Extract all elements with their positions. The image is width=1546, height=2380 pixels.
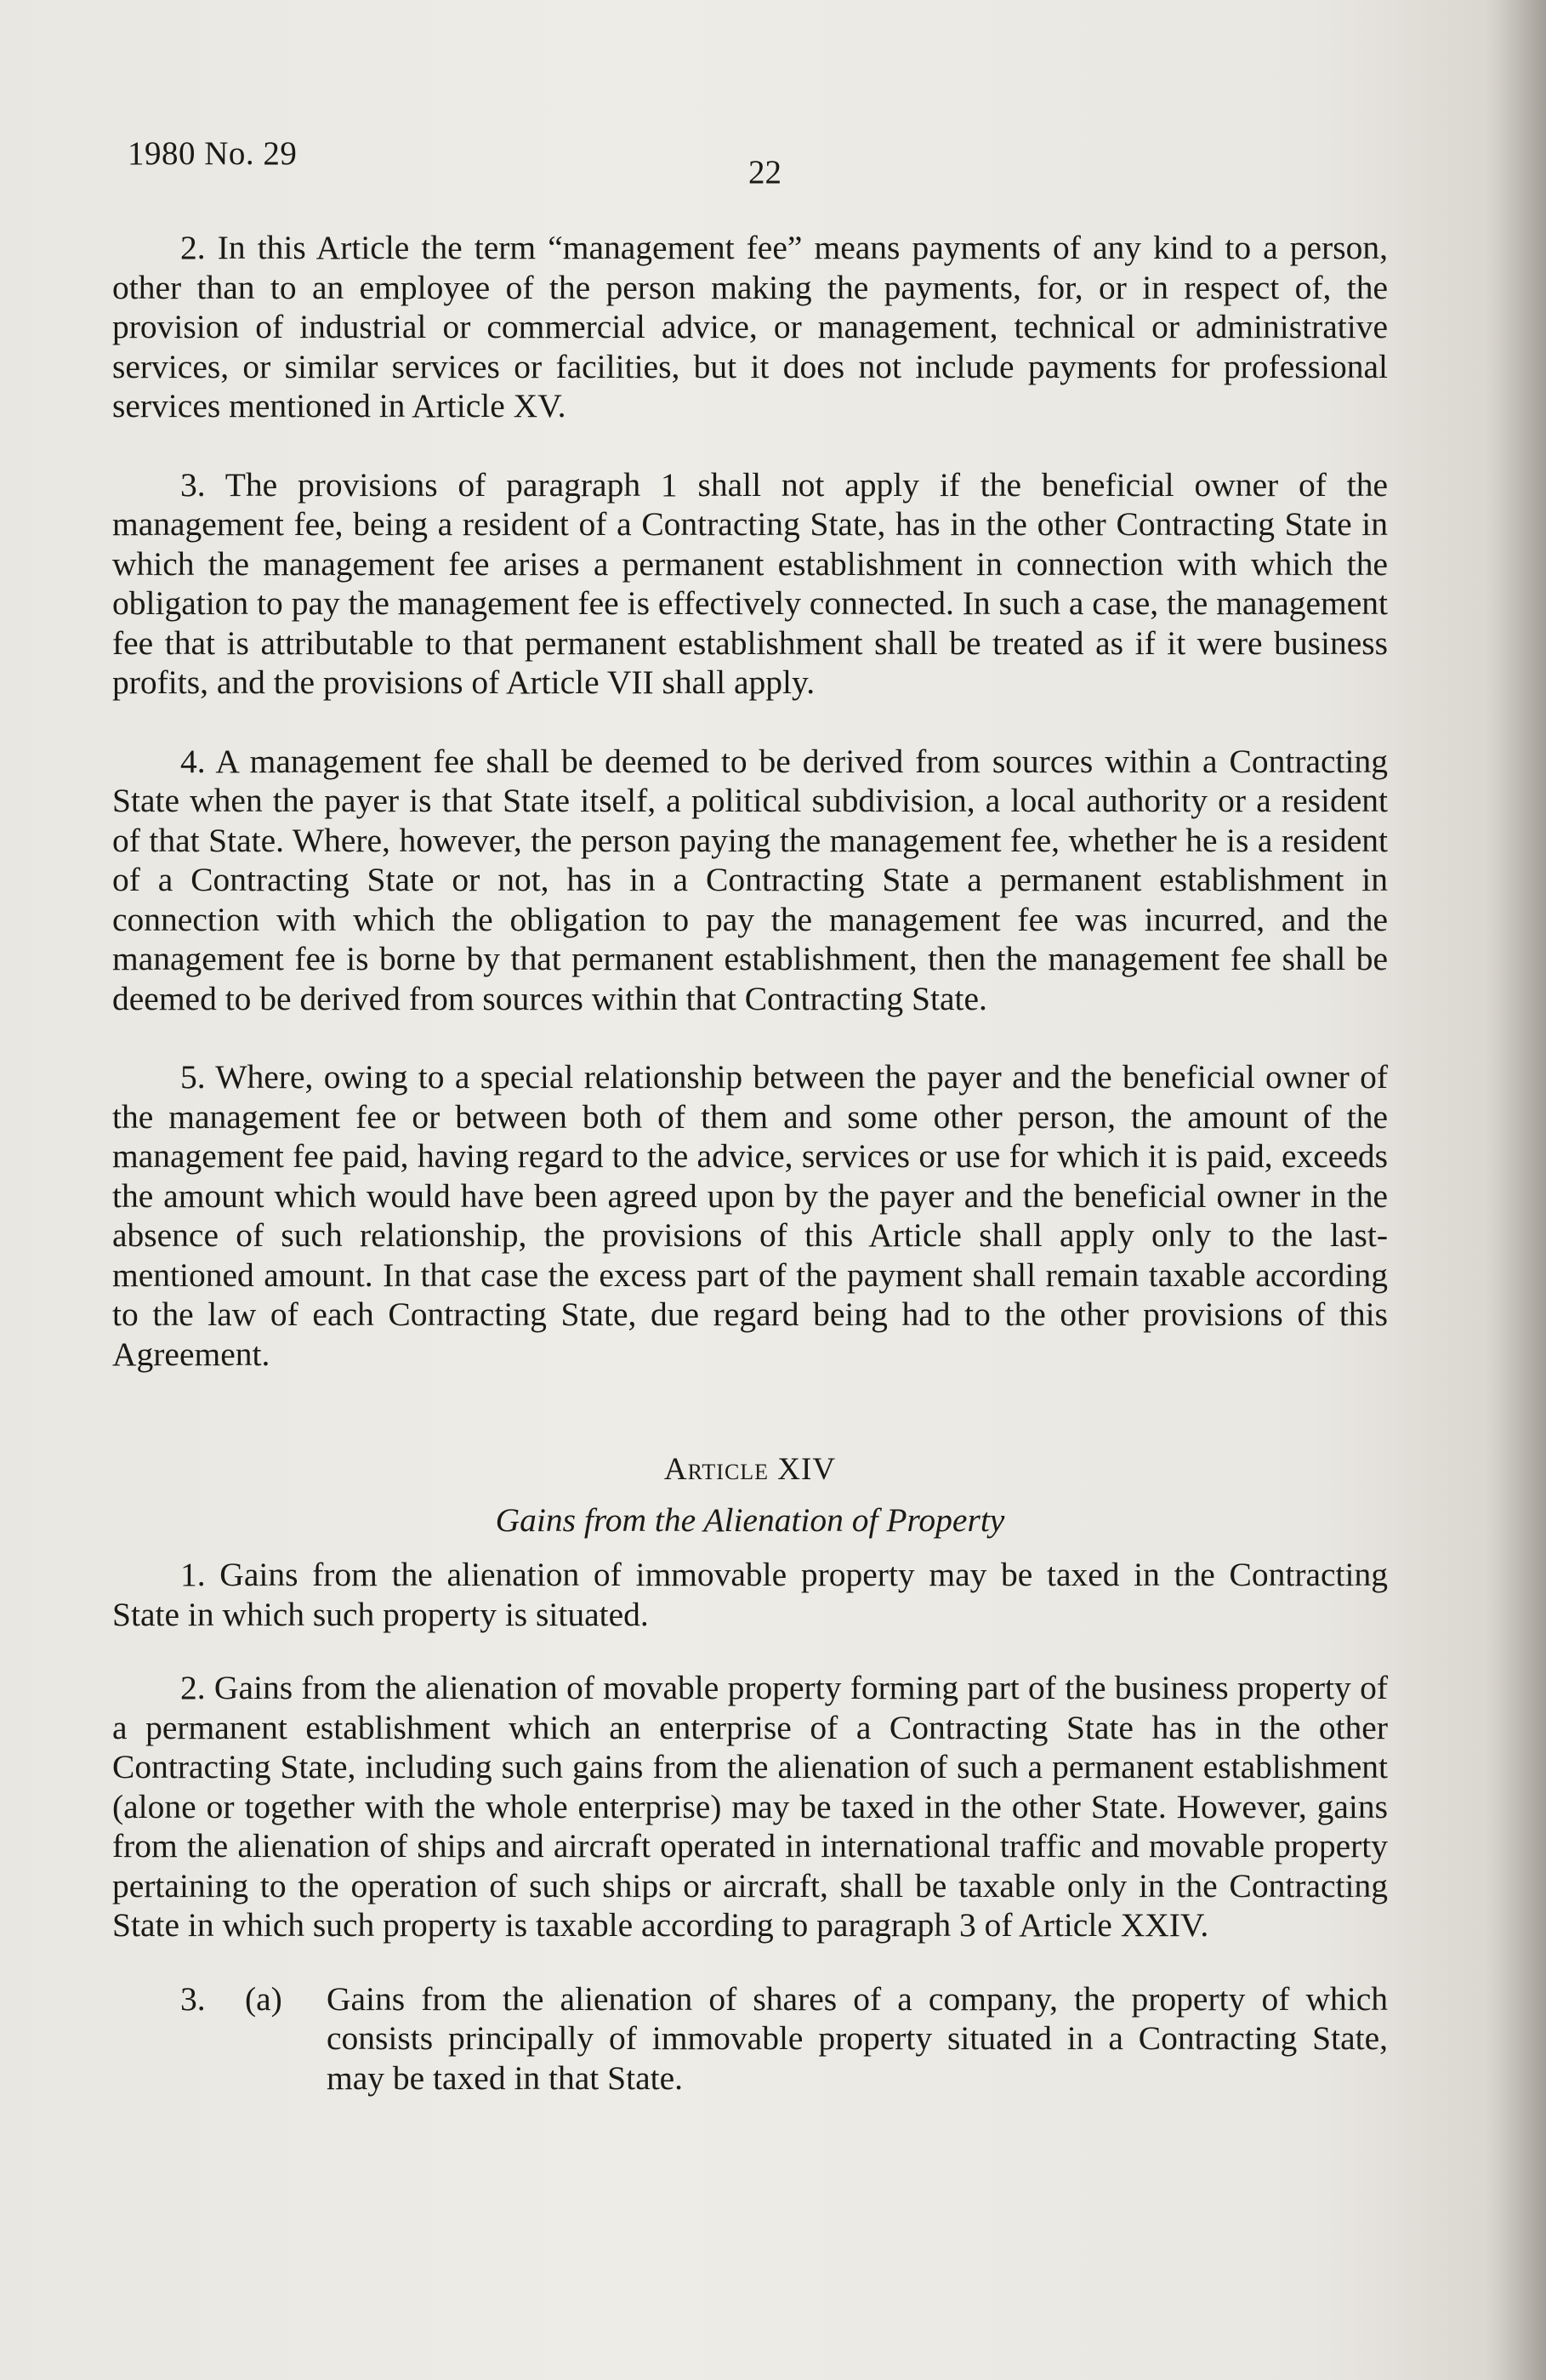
paragraph-1-immovable-property: 1. Gains from the alienation of immovable property may be taxed in the Contracting State in which such property is situated. [112, 1556, 1388, 1633]
paragraph-5-special-relationship: 5. Where, owing to a special relationship between the payer and the beneficial owner of the management fee or between both of them and some other person, the amount of the management fee paid, having regard to the advice, services or use for which it is paid, exceeds the amount which would have been agreed upon by the payer and the beneficial owner in the absence of such relationship, the provisions of this Article shall apply only to the last-mentioned amount. In that case the excess part of the payment shall remain taxable according to the law of each Contracting State, due regard being had to the other provisions of this Agreement. [112, 1058, 1388, 1373]
article-subheading: Gains from the Alienation of Property [495, 1500, 1005, 1539]
page-gutter-shadow [1486, 0, 1546, 2380]
sub-item-number: 3. [180, 1979, 206, 2018]
paragraph-2-management-fee-definition: 2. In this Article the term “management fee” means payments of any kind to a person, other than to an employee of the person making the payments, for, or in respect of, the provision of industrial or commercial advice, or management, technical or administrative services, or similar services or facilities, but it does not include payments for professional services mentioned in Article XV. [112, 229, 1388, 424]
article-heading: Article XIV [663, 1452, 837, 1487]
act-reference: 1980 No. 29 [128, 135, 298, 172]
paragraph-3-permanent-establishment: 3. The provisions of paragraph 1 shall not apply if the beneficial owner of the management fee, being a resident of a Contracting State, has in the other Contracting State in which the management fee arises a permanent establishment in connection with which the obligation to pay the management fee is effectively connected. In such a case, the management fee that is attributable to that permanent establishment shall be treated as if it were business profits, and the provisions of Article VII shall apply. [112, 465, 1388, 701]
document-body [112, 228, 1388, 2098]
paragraph-2-movable-property: 2. Gains from the alienation of movable property forming part of the business property of a permanent establishment which an enterprise of a Contracting State has in the other Contracting State, including such gains from the alienation of such a permanent establishment (alone or together with the whole enterprise) may be taxed in the other State. However, gains from the alienation of ships and aircraft operated in international traffic and movable property pertaining to the operation of such ships or aircraft, shall be taxable only in the Contracting State in which such property is taxable according to paragraph 3 of Article XXIV. [112, 1669, 1388, 1944]
sub-item-letter: (a) [245, 1979, 282, 2018]
sub-item-text: Gains from the alienation of shares of a company, the property of which consists principally of immovable property situated in a Contracting State, may be taxed in that State. [327, 1979, 1388, 2097]
paragraph-3a-shares [112, 1979, 1388, 2098]
paragraph-4-source-rule: 4. A management fee shall be deemed to be derived from sources within a Contracting State when the payer is that State itself, a political subdivision, a local authority or a resident of that State. Where, however, the person paying the management fee, whether he is a resident of a Contracting State or not, has in a Contracting State a permanent establishment in connection with which the obligation to pay the management fee was incurred, and the management fee is borne by that permanent establishment, then the management fee shall be deemed to be derived from sources within that Contracting State. [112, 742, 1388, 1017]
page-header [128, 134, 1386, 191]
page-number: 22 [748, 154, 782, 191]
